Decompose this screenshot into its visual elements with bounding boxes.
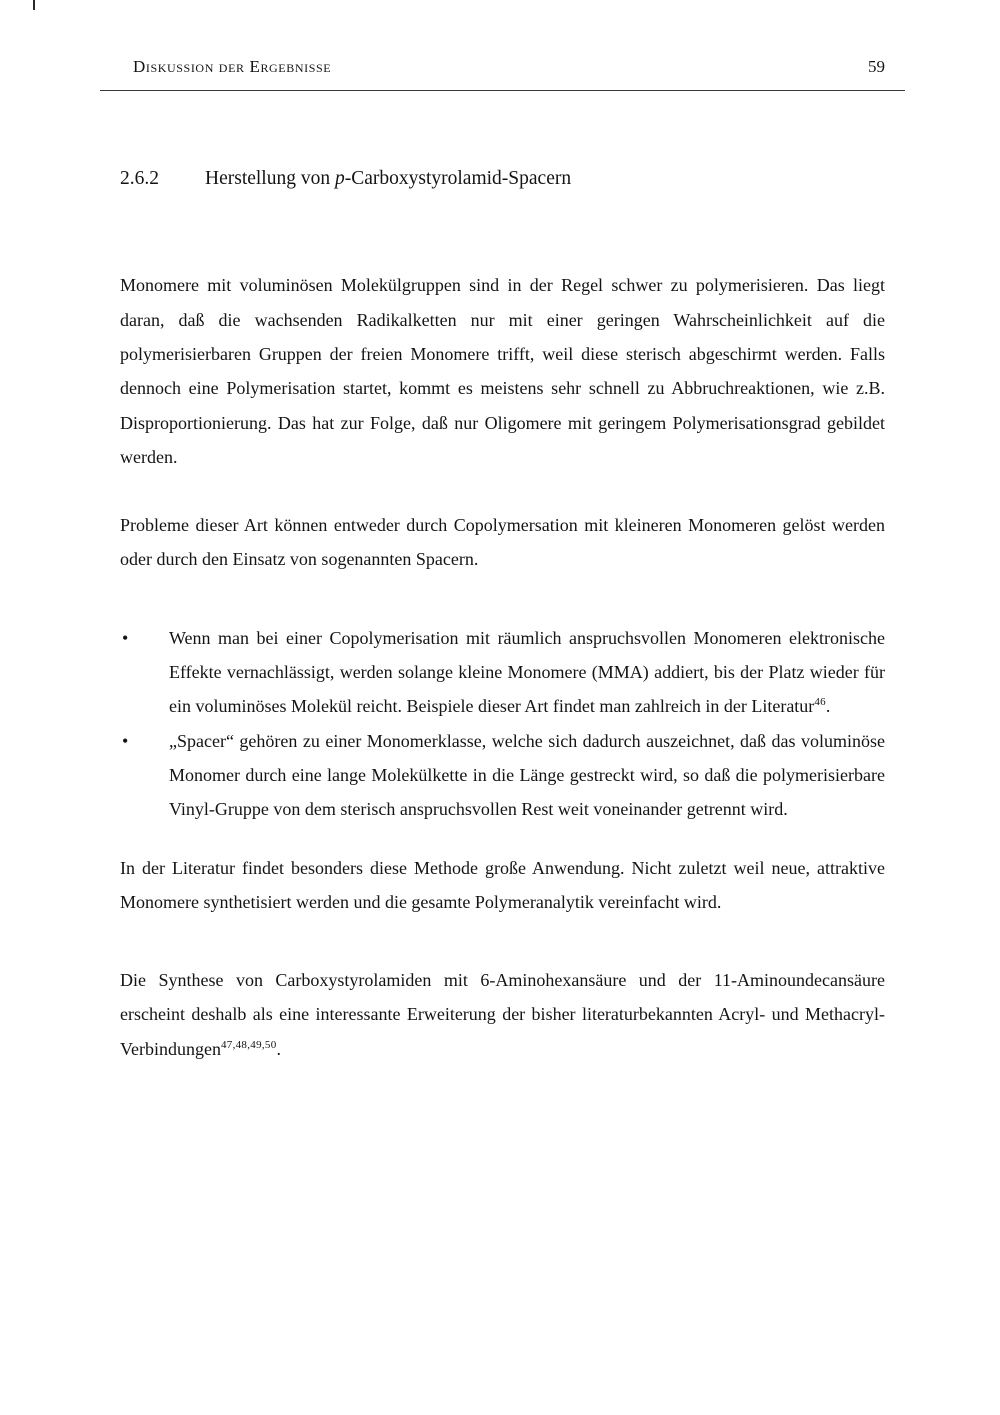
scan-artifact xyxy=(33,0,35,10)
bullet-2-text: „Spacer“ gehören zu einer Monomerklasse, welche sich dadurch auszeichnet, daß das voluminöse Monomer durch eine lange Molekülkette in die Länge gestreckt wird, so daß die polymerisierbare Vinyl-Gruppe von dem sterisch anspruchsvollen Rest weit voneinander getrennt wird. xyxy=(169,730,885,820)
section-title-pre: Herstellung von xyxy=(205,168,335,189)
bullet-item-1 xyxy=(120,621,885,724)
header-rule xyxy=(100,90,905,91)
running-title: Diskussion der Ergebnisse xyxy=(133,57,332,76)
section-number: 2.6.2 xyxy=(120,168,159,189)
page-content xyxy=(120,0,885,1066)
bullet-icon: • xyxy=(122,730,129,751)
bullet-item-2 xyxy=(120,724,885,827)
paragraph-3: In der Literatur findet besonders diese Methode große Anwendung. Nicht zuletzt weil neue, attraktive Monomere synthetisiert werden und die gesamte Polymeranalytik vereinfacht wird. xyxy=(120,857,885,912)
section-title-post: -Carboxystyrolamid-Spacern xyxy=(344,168,572,189)
section-heading xyxy=(120,167,885,190)
paragraph-4-text: Die Synthese von Carboxystyrolamiden mit 6-Aminohexansäure und der 11-Aminoundecansäure erscheint deshalb als eine interessante Erweiterung der bisher literaturbekannten Acryl- und Methacryl-Verbindungen xyxy=(120,970,885,1059)
citation-46: 46 xyxy=(814,696,826,709)
paragraph-4-end: . xyxy=(276,1038,282,1059)
paragraph-2: Probleme dieser Art können entweder durch Copolymersation mit kleineren Monomeren gelöst werden oder durch den Einsatz von sogenannten Spacern. xyxy=(120,515,885,570)
citation-47-50: 47,48,49,50 xyxy=(220,1038,277,1051)
bullet-list xyxy=(120,621,885,827)
page-number: 59 xyxy=(868,57,885,76)
section-title-italic: p xyxy=(334,168,345,189)
bullet-1-end: . xyxy=(825,696,831,717)
bullet-icon: • xyxy=(122,627,129,648)
paragraph-4 xyxy=(120,963,885,1066)
section-title xyxy=(205,167,571,190)
bullet-1-text: Wenn man bei einer Copolymerisation mit räumlich anspruchsvollen Monomeren elektronische Effekte vernachlässigt, werden solange kleine Monomere (MMA) addiert, bis der Platz wieder für ein voluminöses Molekül reicht. Beispiele dieser Art findet man zahlreich in der Literatur xyxy=(169,627,885,717)
page-header xyxy=(120,57,885,77)
paragraph-1: Monomere mit voluminösen Molekülgruppen sind in der Regel schwer zu polymerisieren. Das liegt daran, daß die wachsenden Radikalketten nur mit einer geringen Wahrscheinlichkeit auf die polymerisierbaren Gruppen der freien Monomere trifft, weil diese sterisch abgeschirmt werden. Falls dennoch eine Polymerisation startet, kommt es meistens sehr schnell zu Abbruchreaktionen, wie z.B. Disproportionierung. Das hat zur Folge, daß nur Oligomere mit geringem Polymerisationsgrad gebildet werden. xyxy=(120,275,885,467)
